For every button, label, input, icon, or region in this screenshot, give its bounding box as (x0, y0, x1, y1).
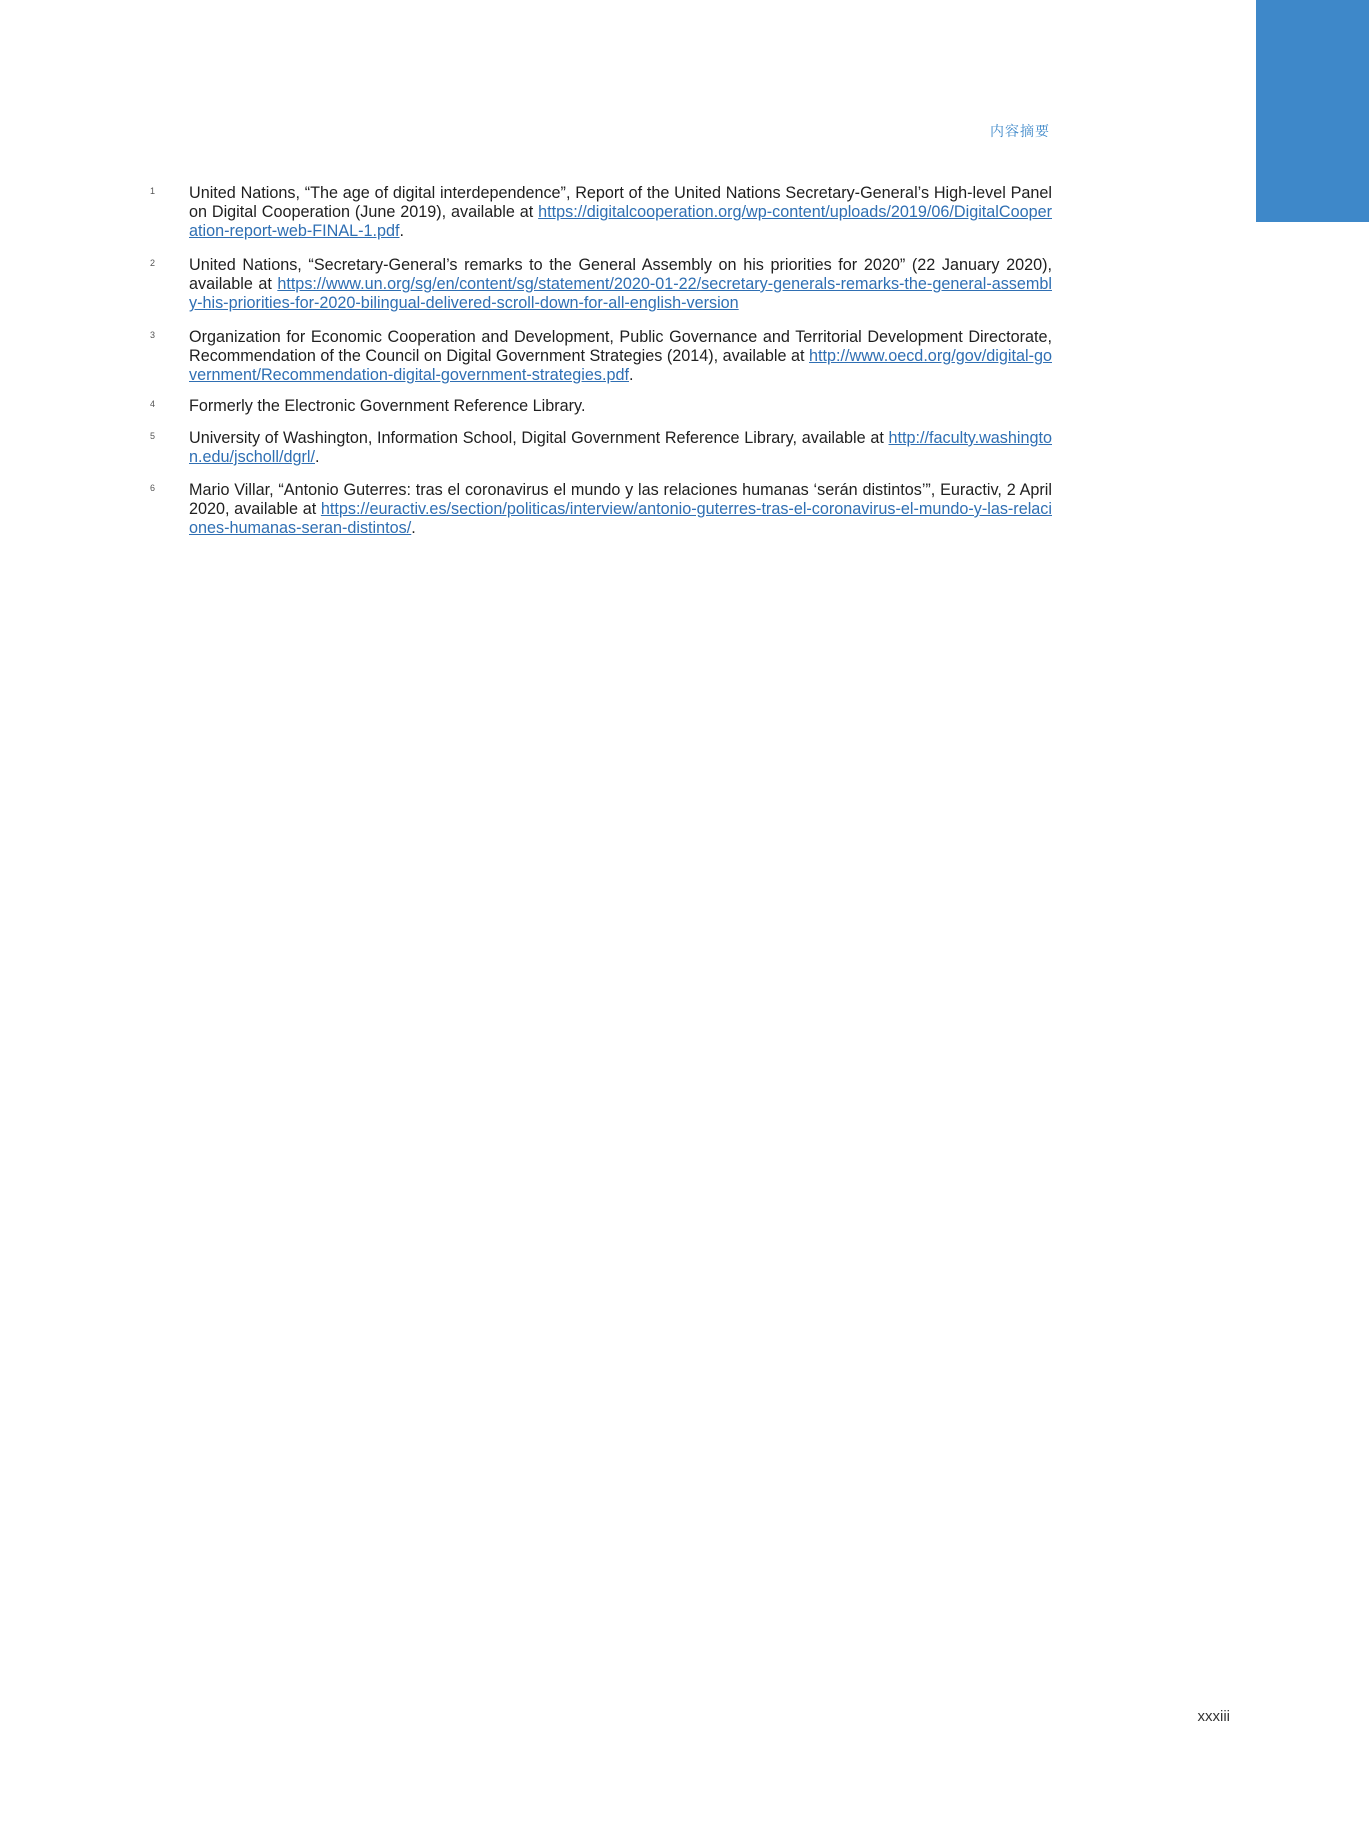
footnote-trailing-punctuation: . (628, 366, 634, 384)
footnote-4 (144, 397, 1052, 416)
footnote-6 (144, 481, 1052, 538)
footnote-2 (144, 256, 1052, 313)
footnote-text: United Nations, “Secretary-General’s remarks to the General Assembly on his priorities for 2020” (22 January 2020), available at (189, 256, 1052, 293)
footnote-number: 6 (150, 483, 156, 493)
footnote-1 (144, 184, 1052, 241)
footnote-number: 1 (150, 186, 156, 196)
footnote-text: University of Washington, Information School, Digital Government Reference Library, available at (189, 429, 889, 447)
footnote-link[interactable]: https://euractiv.es/section/politicas/interview/antonio-guterres-tras-el-coronavirus-el-mundo-y-las-relaciones-humanas-seran-distintos/ (189, 500, 1052, 537)
footnote-3 (144, 328, 1052, 385)
footnote-text: Mario Villar, “Antonio Guterres: tras el coronavirus el mundo y las relaciones humanas ‘serán distintos’”, Euractiv, 2 April 2020, available at (189, 481, 1052, 518)
footnote-number: 2 (150, 258, 156, 268)
page-number: xxxiii (1197, 1708, 1230, 1725)
footnotes-list (144, 184, 1052, 538)
footnote-trailing-punctuation: . (411, 519, 416, 537)
footnote-5 (144, 429, 1052, 467)
running-head: 内容摘要 (990, 124, 1050, 140)
footnote-link[interactable]: http://www.oecd.org/gov/digital-government/Recommendation-digital-government-strategies.pdf (189, 347, 1052, 384)
footnote-text: Formerly the Electronic Government Reference Library. (189, 397, 586, 415)
chapter-side-tab (1256, 0, 1369, 222)
footnote-link[interactable]: http://faculty.washington.edu/jscholl/dgrl/ (189, 429, 1052, 466)
footnote-link[interactable]: https://www.un.org/sg/en/content/sg/statement/2020-01-22/secretary-generals-remarks-the-general-assembly-his-priorities-for-2020-bilingual-delivered-scroll-down-for-all-english-version (189, 275, 1052, 312)
footnote-number: 4 (150, 399, 156, 409)
footnote-number: 3 (150, 330, 156, 340)
footnote-trailing-punctuation: . (399, 222, 405, 240)
footnote-text: Organization for Economic Cooperation and Development, Public Governance and Territorial Development Directorate, Recommendation of the Council on Digital Government Strategies (2014), available at (189, 328, 1052, 365)
footnote-number: 5 (150, 431, 156, 441)
footnote-text: United Nations, “The age of digital interdependence”, Report of the United Nations Secretary-General’s High-level Panel on Digital Cooperation (June 2019), available at (189, 184, 1052, 221)
footnote-trailing-punctuation: . (314, 448, 320, 466)
footnote-link[interactable]: https://digitalcooperation.org/wp-content/uploads/2019/06/DigitalCooperation-report-web-FINAL-1.pdf (189, 203, 1052, 240)
